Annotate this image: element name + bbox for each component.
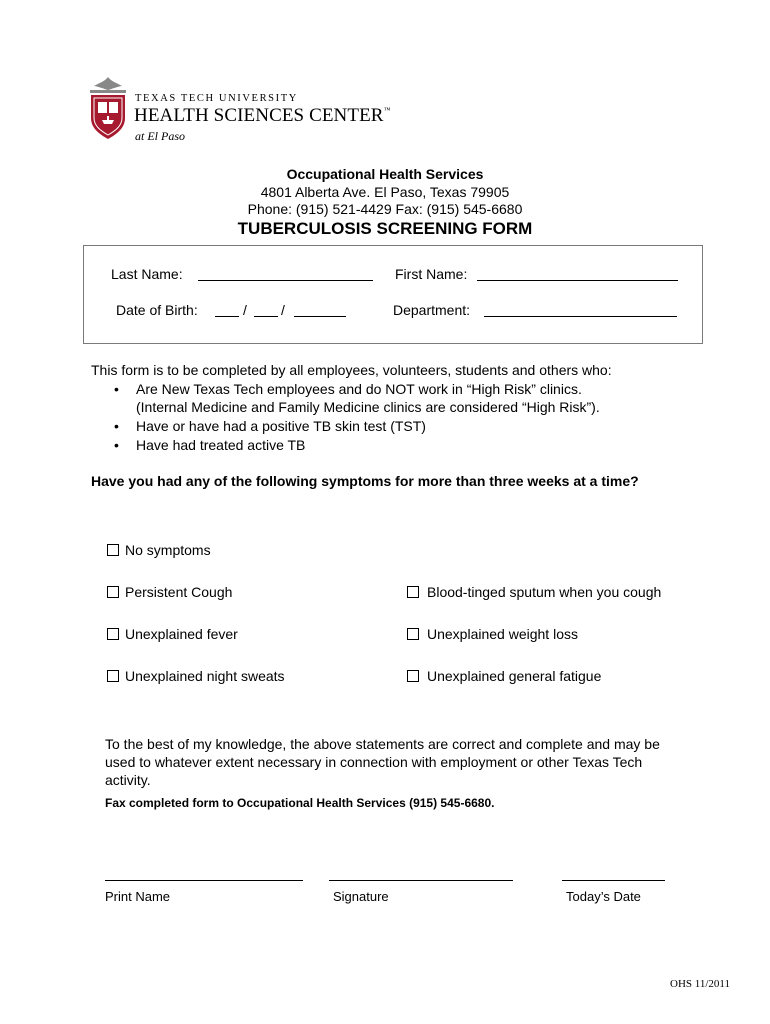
office-address: 4801 Alberta Ave. El Paso, Texas 79905	[260, 184, 510, 200]
tthsc-seal-logo	[86, 76, 130, 142]
date-label: Today’s Date	[566, 889, 641, 904]
no-symptoms-checkbox[interactable]	[107, 544, 119, 556]
bullet-symbol: •	[114, 418, 119, 434]
dob-year-field[interactable]	[294, 316, 346, 317]
no-symptoms-label: No symptoms	[125, 542, 211, 558]
general-fatigue-label: Unexplained general fatigue	[427, 668, 602, 684]
last-name-field[interactable]	[198, 280, 373, 281]
dob-separator: /	[243, 302, 247, 318]
weight-loss-checkbox[interactable]	[407, 628, 419, 640]
criteria-item-note: (Internal Medicine and Family Medicine clinics are considered “High Risk”).	[136, 399, 600, 415]
night-sweats-checkbox[interactable]	[107, 670, 119, 682]
bullet-symbol: •	[114, 381, 119, 397]
department-field[interactable]	[484, 316, 677, 317]
signature-line[interactable]	[329, 880, 513, 881]
last-name-label: Last Name:	[111, 266, 183, 282]
date-line[interactable]	[562, 880, 665, 881]
intro-text: This form is to be completed by all employees, volunteers, students and others who:	[91, 362, 612, 378]
first-name-label: First Name:	[395, 266, 468, 282]
persistent-cough-checkbox[interactable]	[107, 586, 119, 598]
logo-location: at El Paso	[135, 129, 185, 143]
personal-info-box	[83, 245, 703, 344]
persistent-cough-label: Persistent Cough	[125, 584, 233, 600]
criteria-item: Have or have had a positive TB skin test (TST)	[136, 418, 426, 434]
logo-center-name: HEALTH SCIENCES CENTER™	[134, 105, 391, 126]
trademark-mark: ™	[383, 106, 391, 114]
unexplained-fever-checkbox[interactable]	[107, 628, 119, 640]
fax-instruction: Fax completed form to Occupational Health Services (915) 545-6680.	[105, 796, 495, 810]
form-revision-code: OHS 11/2011	[670, 978, 730, 990]
form-title: TUBERCULOSIS SCREENING FORM	[237, 219, 533, 238]
print-name-line[interactable]	[105, 880, 303, 881]
dob-day-field[interactable]	[254, 316, 278, 317]
blood-sputum-checkbox[interactable]	[407, 586, 419, 598]
symptoms-question: Have you had any of the following symptoms for more than three weeks at a time?	[91, 473, 639, 489]
night-sweats-label: Unexplained night sweats	[125, 668, 285, 684]
dob-separator: /	[281, 302, 285, 318]
blood-sputum-label: Blood-tinged sputum when you cough	[427, 584, 662, 600]
general-fatigue-checkbox[interactable]	[407, 670, 419, 682]
dob-label: Date of Birth:	[116, 302, 198, 318]
department-label: Department:	[393, 302, 471, 318]
criteria-item: Have had treated active TB	[136, 437, 306, 453]
logo-university-name: TEXAS TECH UNIVERSITY	[135, 93, 298, 104]
print-name-label: Print Name	[105, 889, 171, 904]
signature-label: Signature	[333, 889, 389, 904]
criteria-item: Are New Texas Tech employees and do NOT work in “High Risk” clinics.	[136, 381, 582, 397]
first-name-field[interactable]	[477, 280, 678, 281]
office-contact: Phone: (915) 521-4429 Fax: (915) 545-6680	[247, 201, 523, 217]
unexplained-fever-label: Unexplained fever	[125, 626, 238, 642]
attestation-statement: To the best of my knowledge, the above statements are correct and complete and may be used to whatever extent necessary in connection with employment or other Texas Tech activity.	[105, 736, 660, 788]
dob-month-field[interactable]	[215, 316, 239, 317]
office-name: Occupational Health Services	[286, 166, 484, 182]
bullet-symbol: •	[114, 437, 119, 453]
weight-loss-label: Unexplained weight loss	[427, 626, 578, 642]
